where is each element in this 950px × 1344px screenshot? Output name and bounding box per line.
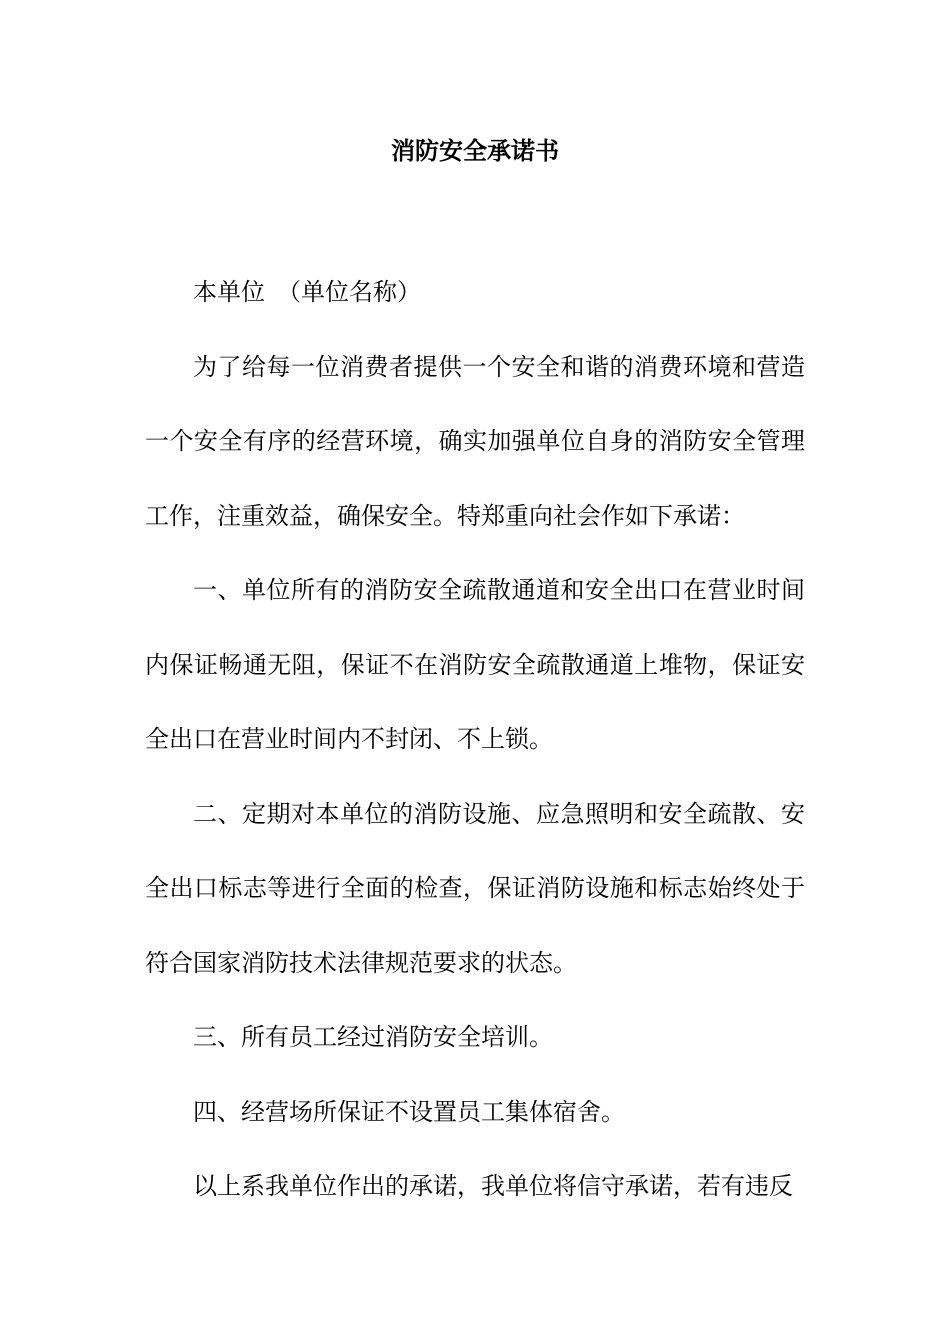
paragraph-closing: 以上系我单位作出的承诺，我单位将信守承诺，若有违反 — [193, 1172, 793, 1200]
document-body — [145, 255, 805, 1224]
paragraph-item-2: 二、定期对本单位的消防设施、应急照明和安全疏散、安全出口标志等进行全面的检查，保证消防设施和标志始终处于符合国家消防技术法律规范要求的状态。 — [145, 799, 805, 977]
paragraph-unit-name: 本单位 （单位名称） — [193, 278, 421, 306]
paragraph-intro: 为了给每一位消费者提供一个安全和谐的消费环境和营造一个安全有序的经营环境，确实加强单位自身的消防安全管理工作，注重效益，确保安全。特郑重向社会作如下承诺： — [145, 352, 805, 530]
document-title: 消防安全承诺书 — [391, 136, 559, 165]
paragraph-item-4: 四、经营场所保证不设置员工集体宿舍。 — [193, 1097, 625, 1126]
paragraph-item-3: 三、所有员工经过消防安全培训。 — [193, 1023, 553, 1051]
paragraph-item-1: 一、单位所有的消防安全疏散通道和安全出口在营业时间内保证畅通无阻，保证不在消防安全疏散通道上堆物，保证安全出口在营业时间内不封闭、不上锁。 — [145, 576, 805, 753]
